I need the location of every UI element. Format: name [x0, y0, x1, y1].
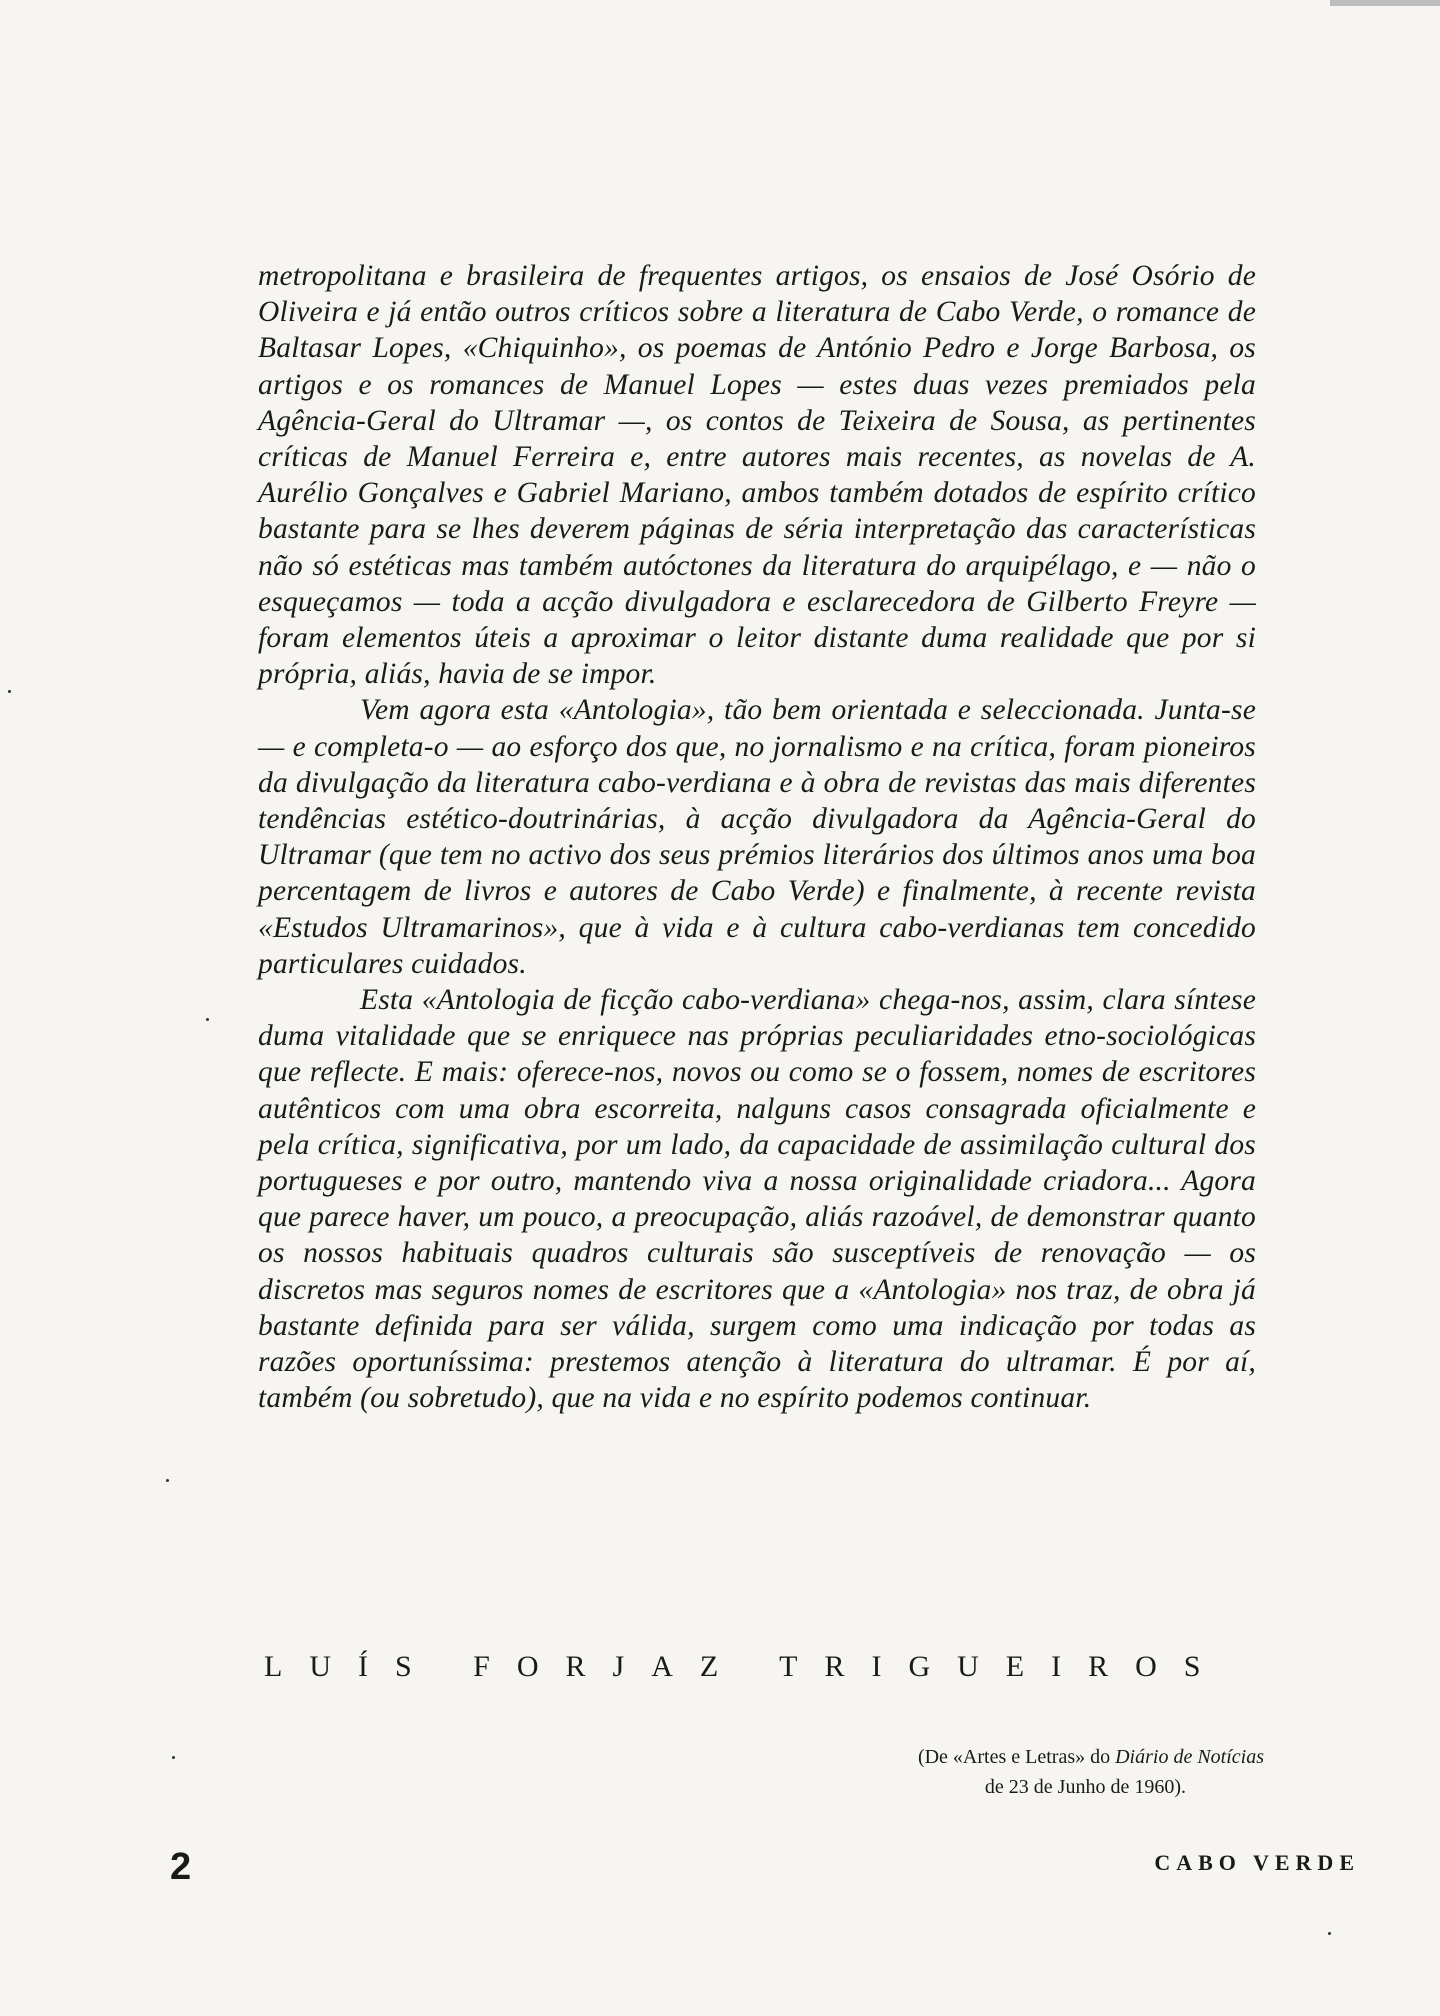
paragraph-2: Vem agora esta «Antologia», tão bem orientada e seleccionada. Junta-se — e completa-o — ao esforço dos que, no jornalismo e na crítica, foram pioneiros da divulgação da literatura cabo-verdiana e à obra de revistas das mais diferentes tendências estético-doutrinárias, à acção divulgadora da Agência-Geral do Ultramar (que tem no activo dos seus prémios literários dos últimos anos uma boa percentagem de livros e autores de Cabo Verde) e finalmente, à recente revista «Estudos Ultramarinos», que à vida e à cultura cabo-verdianas tem concedido particulares cuidados. [258, 694, 1256, 980]
scan-speck [8, 690, 11, 693]
paragraph-1: metropolitana e brasileira de frequentes artigos, os ensaios de José Osório de Oliveira e já então outros críticos sobre a literatura de Cabo Verde, o romance de Baltasar Lopes, «Chiquinho», os poemas de António Pedro e Jorge Barbosa, os artigos e os romances de Manuel Lopes — estes duas vezes premiados pela Agência-Geral do Ultramar —, os contos de Teixeira de Sousa, as pertinentes críticas de Manuel Ferreira e, entre autores mais recentes, as novelas de A. Aurélio Gonçalves e Gabriel Mariano, ambos também dotados de espírito crítico bastante para se lhes deverem páginas de séria interpretação das características não só estéticas mas também autóctones da literatura do arquipélago, e — não o esqueçamos — toda a acção divulgadora e esclarecedora de Gilberto Freyre — foram elementos úteis a aproximar o leitor distante duma realidade que por si própria, aliás, havia de se impor. [258, 260, 1256, 691]
paragraph-3: Esta «Antologia de ficção cabo-verdiana» chega-nos, assim, clara síntese duma vitalidade que se enriquece nas próprias peculiaridades etno-sociológicas que reflecte. E mais: oferece-nos, novos ou como se o fossem, nomes de escritores autênticos com uma obra escorreita, nalguns casos consagrada oficialmente e pela crítica, significativa, por um lado, da capacidade de assimilação cultural dos portugueses e por outro, mantendo viva a nossa originalidade criadora... Agora que parece haver, um pouco, a preocupação, aliás razoável, de demonstrar quanto os nossos habituais quadros culturais são susceptíveis de renovação — os discretos mas seguros nomes de escritores que a «Antologia» nos traz, de obra já bastante definida para ser válida, surgem como uma indicação por todas as razões oportuníssima: prestemos atenção à literatura do ultramar. É por aí, também (ou sobretudo), que na vida e no espírito podemos continuar. [258, 984, 1256, 1415]
source-citation [918, 1742, 1264, 1802]
article-body [258, 258, 1256, 1417]
source-prefix: (De «Artes e Letras» do [917, 1746, 1116, 1768]
scan-edge-mark [1330, 0, 1440, 6]
page-number: 2 [170, 1846, 192, 1888]
running-title: CABO VERDE [1154, 1850, 1360, 1875]
scan-speck [166, 1479, 169, 1482]
scan-speck [172, 1756, 175, 1759]
scan-speck [1328, 1932, 1331, 1935]
scan-speck [206, 1018, 209, 1021]
source-date: de 23 de Junho de 1960). [984, 1776, 1186, 1798]
source-newspaper: Diário de Notícias [1115, 1746, 1264, 1768]
author-signature: LUÍS FORJAZ TRIGUEIROS [264, 1650, 1228, 1683]
